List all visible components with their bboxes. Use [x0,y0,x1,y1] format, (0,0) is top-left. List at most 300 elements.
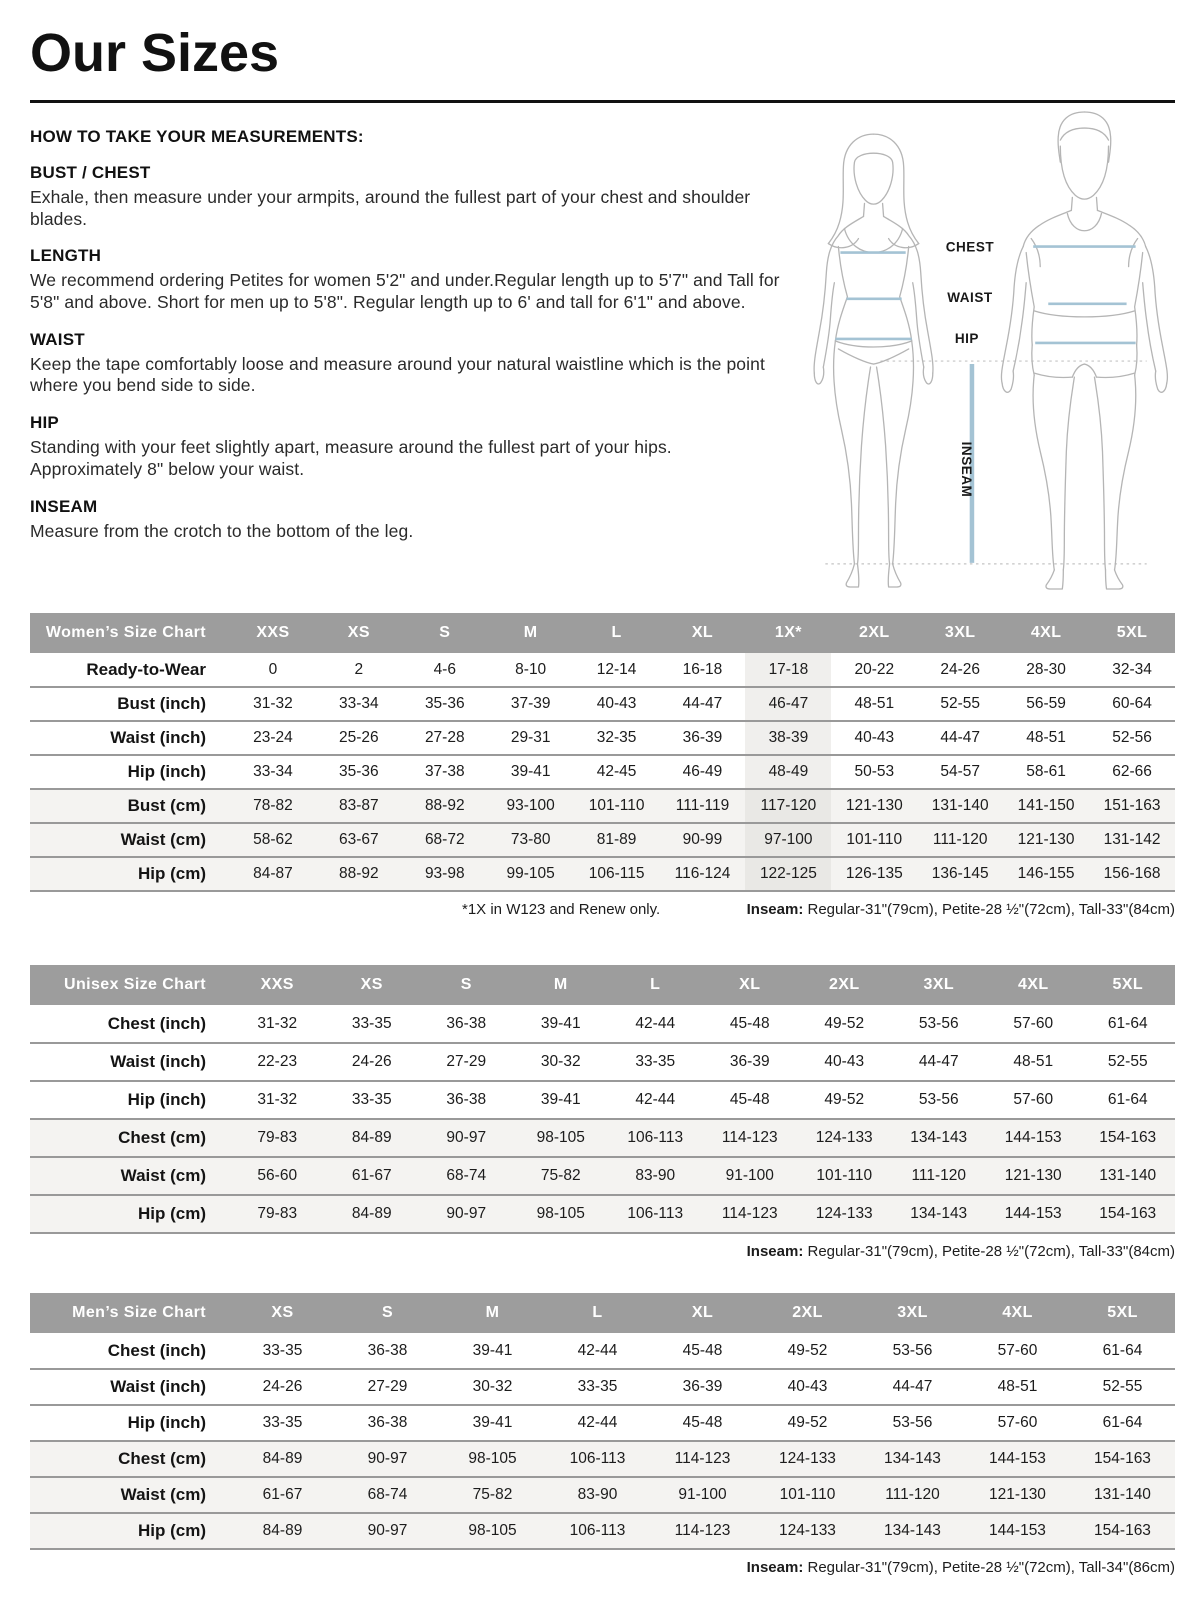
size-cell: 81-89 [596,831,637,848]
size-cell: 24-26 [262,1378,303,1395]
size-cell: 45-48 [682,1414,723,1431]
size-cell: 12-14 [596,660,637,678]
column-header-3xl: 3XL [917,613,1003,653]
column-header-2xl: 2XL [797,965,892,1005]
size-cell: 42-45 [596,763,637,780]
row-label: Hip (cm) [138,864,206,883]
size-cell: 101-110 [779,1486,836,1503]
size-cell: 99-105 [506,865,555,882]
size-cell: 121-130 [1017,831,1075,848]
row-label: Chest (cm) [118,1449,206,1468]
section-text: Exhale, then measure under your armpits, around the fullest part of your chest and shoulder blades. [30,187,751,229]
size-cell: 36-39 [682,1378,723,1395]
row-label: Chest (cm) [118,1128,206,1147]
size-cell: 154-163 [1094,1522,1151,1539]
mens-size-chart-table [30,1293,1175,1550]
woman-figure [814,134,933,587]
size-cell: 84-89 [262,1522,303,1539]
column-header-xl: XL [703,965,798,1005]
column-header-4xl: 4XL [1003,613,1089,653]
size-cell: 121-130 [989,1486,1046,1503]
size-cell: 45-48 [729,1014,770,1032]
size-cell: 33-35 [351,1014,392,1032]
size-cell: 75-82 [472,1486,513,1503]
table-row [30,1081,1175,1119]
inseam-footnote-text: Regular-31"(79cm), Petite-28 ½"(72cm), Tall-33"(84cm) [803,901,1175,918]
size-cell: 48-51 [854,695,895,712]
size-cell: 52-55 [1102,1378,1143,1395]
column-header-l: L [545,1293,650,1333]
size-cell: 36-39 [729,1053,770,1070]
section-text: Keep the tape comfortably loose and measure around your natural waistline which is the point where you bend side to side. [30,353,765,396]
column-header-xl: XL [650,1293,755,1333]
footnote-asterisk-note: *1X in W123 and Renew only. [462,901,661,918]
size-cell: 90-99 [682,831,723,848]
size-cell: 79-83 [257,1205,298,1222]
size-cell: 57-60 [1013,1091,1054,1108]
size-cell: 134-143 [884,1450,941,1467]
section-label: INSEAM [30,496,98,516]
size-cell: 134-143 [910,1205,968,1222]
size-cell: 98-105 [536,1205,585,1222]
size-cell: 93-98 [424,865,465,882]
size-cell: 90-97 [446,1205,487,1222]
table-row [30,1119,1175,1157]
size-cell: 144-153 [989,1450,1046,1467]
size-cell: 90-97 [367,1522,408,1539]
size-cell: 156-168 [1103,865,1161,882]
size-cell: 39-41 [510,763,551,780]
size-cell: 144-153 [989,1522,1046,1539]
size-cell: 57-60 [1013,1014,1054,1032]
inseam-label: INSEAM [958,441,974,498]
size-cell: 36-38 [446,1014,487,1032]
chest-label: CHEST [945,239,995,255]
size-cell: 40-43 [854,729,895,746]
size-cell: 44-47 [940,729,981,746]
size-cell: 73-80 [510,831,551,848]
size-cell: 33-35 [577,1378,618,1395]
size-cell: 44-47 [682,695,723,712]
unisex-size-chart-table [30,965,1175,1234]
size-cell: 23-24 [253,729,293,746]
inseam-footnote [747,1243,1175,1260]
size-cell: 83-90 [635,1167,676,1184]
size-cell: 48-51 [1013,1053,1054,1070]
column-header-2xl: 2XL [755,1293,860,1333]
table-row [30,823,1175,857]
size-cell: 53-56 [892,1341,933,1359]
size-cell: 88-92 [424,797,465,814]
size-cell: 50-53 [854,763,895,780]
size-cell: 2 [354,660,364,678]
size-cell: 83-87 [339,797,379,814]
size-cell: 144-153 [1004,1129,1062,1146]
table-row [30,1157,1175,1195]
size-cell: 131-140 [1094,1486,1151,1503]
size-cell: 131-140 [1099,1167,1157,1184]
size-cell: 68-74 [367,1486,408,1503]
row-label: Ready-to-Wear [86,659,206,679]
size-cell: 36-38 [367,1341,408,1359]
column-header-l: L [608,965,703,1005]
hip-label: HIP [954,330,979,346]
table-row [30,1477,1175,1513]
size-cell: 22-23 [257,1053,298,1070]
table-row [30,1333,1175,1369]
section-waist [30,330,782,397]
page-title: Our Sizes [30,23,280,83]
size-cell: 144-153 [1004,1205,1062,1222]
size-cell: 40-43 [824,1053,865,1070]
row-label: Chest (inch) [107,1340,206,1360]
size-cell: 90-97 [367,1450,408,1467]
body-diagram-svg [768,110,1200,592]
table-row [30,1405,1175,1441]
table-row [30,1369,1175,1405]
row-label: Waist (inch) [110,1052,206,1071]
size-cell: 90-97 [446,1129,487,1146]
size-cell: 106-115 [588,865,645,882]
size-cell: 101-110 [846,831,903,848]
column-header-xxs: XXS [230,613,316,653]
header-row [30,1293,1175,1333]
table-row [30,1005,1175,1043]
row-label: Hip (inch) [127,762,206,781]
row-label: Hip (cm) [138,1521,206,1540]
table-title: Women’s Size Chart [30,613,230,653]
inseam-footnote [747,1559,1175,1576]
measurement-instructions [0,103,812,542]
size-cell: 27-29 [367,1378,408,1395]
size-cell: 32-34 [1112,660,1152,678]
size-cell: 84-89 [351,1205,392,1222]
size-cell: 49-52 [787,1414,828,1431]
row-label: Waist (inch) [110,1377,206,1396]
section-label: HIP [30,413,59,433]
size-cell: 61-64 [1102,1414,1143,1431]
size-cell: 154-163 [1094,1450,1151,1467]
column-header-3xl: 3XL [892,965,987,1005]
header-row [30,613,1175,653]
size-cell: 151-163 [1103,797,1161,814]
size-cell: 122-125 [745,857,831,891]
size-cell: 39-41 [540,1014,581,1032]
column-header-5xl: 5XL [1089,613,1175,653]
column-header-4xl: 4XL [986,965,1081,1005]
size-cell: 49-52 [824,1091,865,1108]
table-row [30,653,1175,687]
column-header-5xl: 5XL [1081,965,1176,1005]
size-cell: 146-155 [1017,865,1075,882]
size-cell: 48-51 [1026,729,1066,746]
size-cell: 154-163 [1099,1205,1157,1222]
inseam-footnote-label: Inseam: [746,901,804,918]
section-length [30,246,782,313]
row-label: Hip (inch) [127,1413,206,1432]
size-cell: 60-64 [1112,695,1152,712]
size-cell: 32-35 [596,729,637,746]
size-cell: 117-120 [745,789,831,823]
row-label: Chest (inch) [107,1013,206,1033]
column-header-xxs: XXS [230,965,325,1005]
size-cell: 88-92 [339,865,379,882]
man-figure [1001,112,1167,589]
section-label: BUST / CHEST [30,163,151,182]
size-cell: 58-62 [253,831,293,848]
column-header-l: L [574,613,660,653]
section-text: We recommend ordering Petites for women 5'2" and under.Regular length up to 5'7" and Tall for 5'8" and above. Short for men up to 5'8". Regular length up to 6' and tall for 6'1" and above. [30,270,780,313]
size-cell: 124-133 [779,1450,836,1467]
size-cell: 114-123 [721,1205,778,1222]
size-cell: 42-44 [577,1414,618,1431]
size-cell: 56-60 [257,1167,298,1184]
row-label: Waist (cm) [120,1166,206,1185]
size-cell: 61-64 [1107,1091,1148,1108]
row-label: Bust (cm) [127,796,206,815]
size-cell: 53-56 [918,1014,959,1032]
section-inseam [30,497,782,543]
size-cell: 116-124 [674,865,731,882]
size-cell: 37-38 [424,763,465,780]
size-cell: 48-51 [997,1378,1038,1395]
size-cell: 84-87 [253,865,293,882]
waist-label: WAIST [947,289,993,305]
table-footnote [30,901,1175,918]
unisex-size-chart-section [30,965,1175,1260]
row-label: Waist (cm) [120,830,206,849]
size-cell: 124-133 [815,1129,873,1146]
size-cell: 42-44 [577,1341,618,1359]
size-cell: 91-100 [678,1486,727,1503]
size-cell: 106-113 [569,1450,626,1467]
womens-size-chart-table [30,613,1175,892]
size-cell: 68-74 [446,1167,487,1184]
size-cell: 27-29 [446,1053,487,1070]
column-header-s: S [402,613,488,653]
column-header-3xl: 3XL [860,1293,965,1333]
size-cell: 126-135 [845,865,903,882]
table-title: Unisex Size Chart [30,965,230,1005]
size-cell: 134-143 [910,1129,968,1146]
size-cell: 8-10 [515,660,547,678]
column-header-xs: XS [230,1293,335,1333]
section-text: Measure from the crotch to the bottom of the leg. [30,520,414,541]
section-label: WAIST [30,329,85,349]
size-cell: 154-163 [1099,1129,1157,1146]
size-cell: 57-60 [997,1414,1038,1431]
size-cell: 24-26 [351,1053,392,1070]
size-cell: 136-145 [931,865,989,882]
size-cell: 141-150 [1017,797,1075,814]
row-label: Waist (inch) [110,728,206,747]
page-header [0,0,1200,103]
column-header-xs: XS [316,613,402,653]
size-cell: 52-55 [940,695,981,712]
size-cell: 97-100 [745,823,831,857]
size-cell: 33-34 [339,695,379,712]
size-cell: 98-105 [536,1129,585,1146]
body-measurement-diagram [768,110,1200,592]
column-header-s: S [335,1293,440,1333]
size-cell: 84-89 [262,1450,303,1467]
table-footnote [30,1559,1175,1576]
size-cell: 45-48 [729,1091,770,1108]
size-cell: 111-120 [932,831,988,848]
table-row [30,1513,1175,1549]
size-cell: 62-66 [1112,763,1152,780]
size-cell: 40-43 [787,1378,828,1395]
size-cell: 33-34 [253,763,293,780]
size-cell: 44-47 [892,1378,933,1395]
size-cell: 42-44 [635,1014,676,1032]
size-cell: 114-123 [674,1450,731,1467]
mens-size-chart-section [30,1293,1175,1576]
size-cell: 68-72 [424,831,465,848]
size-cell: 61-64 [1107,1014,1148,1032]
column-header-2xl: 2XL [831,613,917,653]
size-cell: 106-113 [627,1129,684,1146]
size-cell: 58-61 [1026,763,1066,780]
header-row [30,965,1175,1005]
size-cell: 35-36 [424,695,465,712]
row-label: Bust (inch) [117,694,206,713]
size-cell: 39-41 [472,1341,513,1359]
section-label: LENGTH [30,246,102,266]
table-row [30,755,1175,789]
inseam-footnote-text: Regular-31"(79cm), Petite-28 ½"(72cm), Tall-34"(86cm) [803,1559,1175,1576]
size-cell: 75-82 [540,1167,581,1184]
column-header-m: M [514,965,609,1005]
size-cell: 106-113 [627,1205,684,1222]
size-cell: 98-105 [468,1522,517,1539]
column-header-xs: XS [325,965,420,1005]
size-cell: 46-49 [682,763,723,780]
size-cell: 27-28 [424,729,465,746]
section-hip [30,413,782,480]
column-header-xl: XL [660,613,746,653]
size-cell: 4-6 [433,660,456,678]
inseam-footnote [747,901,1175,918]
table-row [30,1043,1175,1081]
size-cell: 52-56 [1112,729,1152,746]
table-footnote [30,1243,1175,1260]
row-label: Waist (cm) [120,1485,206,1504]
size-cell: 91-100 [725,1167,774,1184]
size-cell: 101-110 [588,797,645,814]
size-cell: 79-83 [257,1129,298,1146]
table-row [30,721,1175,755]
size-cell: 40-43 [596,695,637,712]
size-cell: 17-18 [745,653,831,687]
size-cell: 20-22 [854,660,895,678]
how-to-heading: HOW TO TAKE YOUR MEASUREMENTS: [30,127,364,146]
size-cell: 38-39 [745,721,831,755]
size-cell: 49-52 [824,1014,865,1032]
size-cell: 101-110 [816,1167,873,1184]
section-bust-chest [30,163,782,230]
inseam-footnote-label: Inseam: [746,1559,804,1576]
size-cell: 30-32 [472,1378,513,1395]
size-cell: 61-64 [1102,1341,1143,1359]
size-cell: 37-39 [510,695,551,712]
size-cell: 131-142 [1103,831,1161,848]
column-header-m: M [488,613,574,653]
size-cell: 39-41 [472,1414,513,1431]
size-cell: 106-113 [569,1522,626,1539]
size-cell: 31-32 [257,1014,298,1032]
row-label: Hip (cm) [138,1204,206,1223]
size-cell: 124-133 [779,1522,836,1539]
inseam-footnote-label: Inseam: [746,1243,804,1260]
size-cell: 124-133 [815,1205,873,1222]
size-cell: 61-67 [351,1167,392,1184]
size-cell: 49-52 [787,1341,828,1359]
size-cell: 57-60 [997,1341,1038,1359]
column-header-4xl: 4XL [965,1293,1070,1333]
table-row [30,687,1175,721]
size-cell: 0 [268,660,278,678]
size-cell: 93-100 [506,797,555,814]
size-cell: 83-90 [577,1486,618,1503]
table-title: Men’s Size Chart [30,1293,230,1333]
size-cell: 84-89 [351,1129,392,1146]
size-cell: 121-130 [1004,1167,1062,1184]
size-cell: 114-123 [674,1522,731,1539]
table-row [30,1195,1175,1233]
column-header-1x: 1X* [745,613,831,653]
size-cell: 28-30 [1026,660,1066,678]
size-cell: 98-105 [468,1450,517,1467]
size-cell: 16-18 [682,660,723,678]
size-cell: 39-41 [540,1091,581,1108]
size-cell: 53-56 [892,1414,933,1431]
size-cell: 33-35 [262,1414,303,1431]
size-cell: 29-31 [510,729,551,746]
size-cell: 25-26 [339,729,379,746]
size-cell: 33-35 [351,1091,392,1108]
size-cell: 24-26 [940,660,981,678]
size-cell: 54-57 [940,763,981,780]
size-cell: 33-35 [635,1053,676,1070]
column-header-5xl: 5XL [1070,1293,1175,1333]
column-header-s: S [419,965,514,1005]
row-label: Hip (inch) [127,1090,206,1109]
size-cell: 131-140 [931,797,989,814]
size-cell: 111-120 [885,1486,940,1503]
size-cell: 134-143 [884,1522,941,1539]
size-cell: 36-38 [367,1414,408,1431]
size-cell: 56-59 [1026,695,1066,712]
size-cell: 45-48 [682,1341,723,1359]
size-cell: 111-119 [675,797,730,814]
inseam-footnote-text: Regular-31"(79cm), Petite-28 ½"(72cm), Tall-33"(84cm) [803,1243,1175,1260]
size-cell: 36-38 [446,1091,487,1108]
size-cell: 53-56 [918,1091,959,1108]
section-text: Standing with your feet slightly apart, measure around the fullest part of your hips. Approximately 8" below your waist. [30,437,672,479]
size-cell: 63-67 [339,831,379,848]
table-row [30,1441,1175,1477]
size-cell: 35-36 [339,763,379,780]
size-cell: 46-47 [745,687,831,721]
size-cell: 48-49 [745,755,831,789]
size-cell: 44-47 [918,1053,959,1070]
size-cell: 61-67 [262,1486,303,1503]
size-cell: 33-35 [262,1341,303,1359]
size-cell: 114-123 [721,1129,778,1146]
size-cell: 111-120 [911,1167,967,1184]
size-cell: 121-130 [845,797,903,814]
